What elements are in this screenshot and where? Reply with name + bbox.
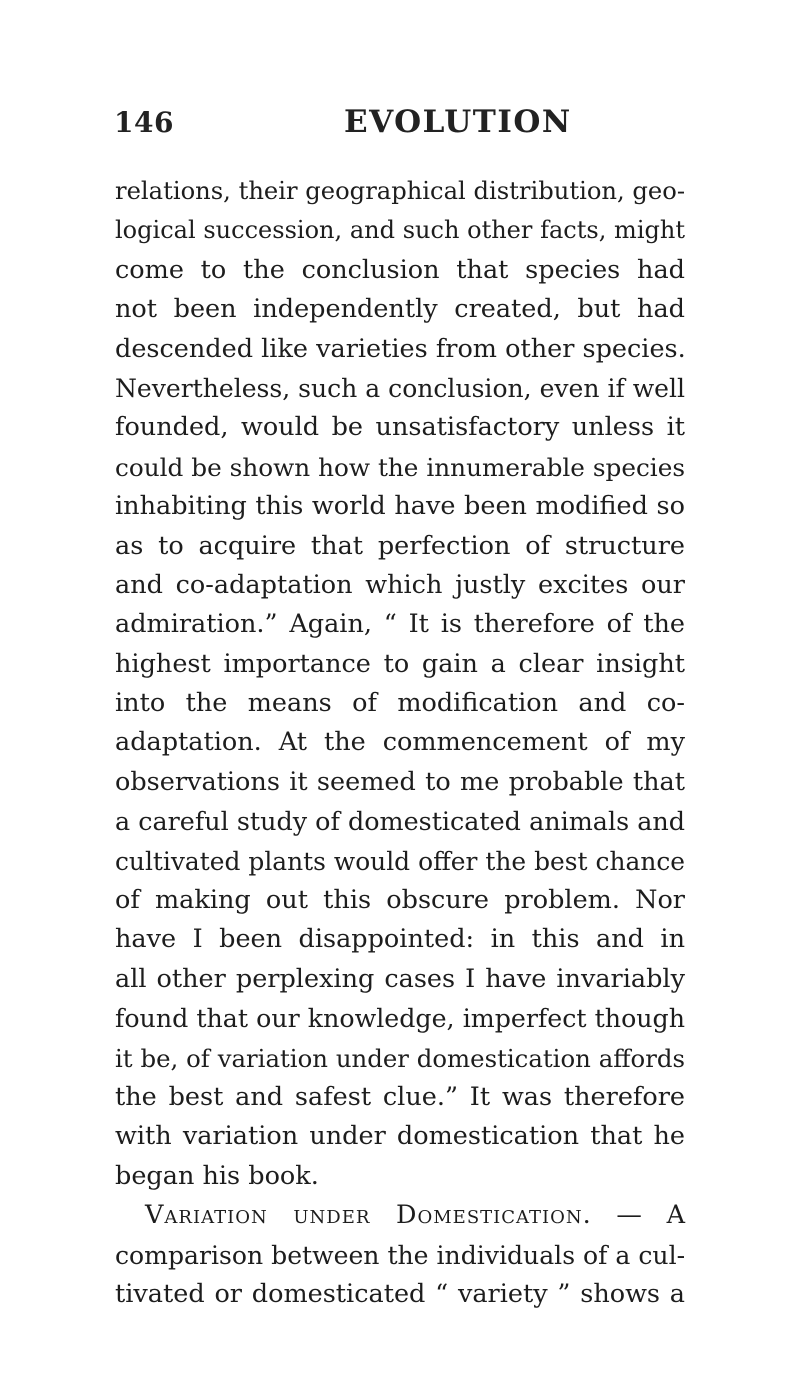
text-line: observations it seemed to me probable that [115, 766, 685, 797]
text-line: Nevertheless, such a conclusion, even if well [115, 373, 685, 403]
text-line: all other perplexing cases I have invariably [115, 963, 685, 994]
text-line: comparison between the individuals of a cul- [115, 1240, 686, 1270]
text-line: and co-adaptation which justly excites our [115, 569, 685, 600]
text-line: have I been disappointed: in this and in [115, 924, 685, 955]
text-line: relations, their geographical distribution, geo- [115, 177, 685, 205]
section-heading-continuation: — A [591, 1200, 685, 1231]
text-line: founded, would be unsatisfactory unless it [115, 412, 685, 443]
text-line: descended like varieties from other species. [115, 333, 686, 364]
text-line: with variation under domestication that he [115, 1121, 685, 1152]
page-number: 146 [114, 106, 174, 139]
text-line: could be shown how the innumerable species [115, 452, 685, 482]
text-line: logical succession, and such other facts, might [115, 216, 685, 245]
text-line: adaptation. At the commencement of my [115, 727, 685, 758]
text-line: of making out this obscure problem. Nor [115, 885, 685, 916]
text-line: as to acquire that perfection of structure [115, 530, 685, 561]
text-line: a careful study of domesticated animals and [115, 806, 685, 837]
text-line: cultivated plants would offer the best chance [115, 846, 685, 876]
text-line: come to the conclusion that species had [115, 254, 685, 285]
text-line: found that our knowledge, imperfect though [115, 1004, 685, 1034]
text-line: tivated or domesticated “ variety ” shows a [115, 1278, 685, 1309]
text-line: the best and safest clue.” It was therefore [115, 1081, 685, 1112]
section-heading-line [115, 1196, 685, 1235]
paragraph-end-line: began his book. [115, 1160, 319, 1191]
text-line: into the means of modification and co- [115, 688, 685, 719]
running-title: EVOLUTION [344, 104, 572, 140]
text-line: highest importance to gain a clear insight [115, 648, 685, 679]
body-text [115, 172, 685, 1314]
text-line: not been independently created, but had [115, 294, 685, 325]
text-line: inhabiting this world have been modified so [115, 491, 685, 522]
text-line: it be, of variation under domestication affords [115, 1043, 685, 1073]
section-heading: Variation under Domestication. [145, 1200, 592, 1231]
text-line: admiration.” Again, “ It is therefore of the [115, 609, 685, 640]
running-head [114, 100, 684, 150]
